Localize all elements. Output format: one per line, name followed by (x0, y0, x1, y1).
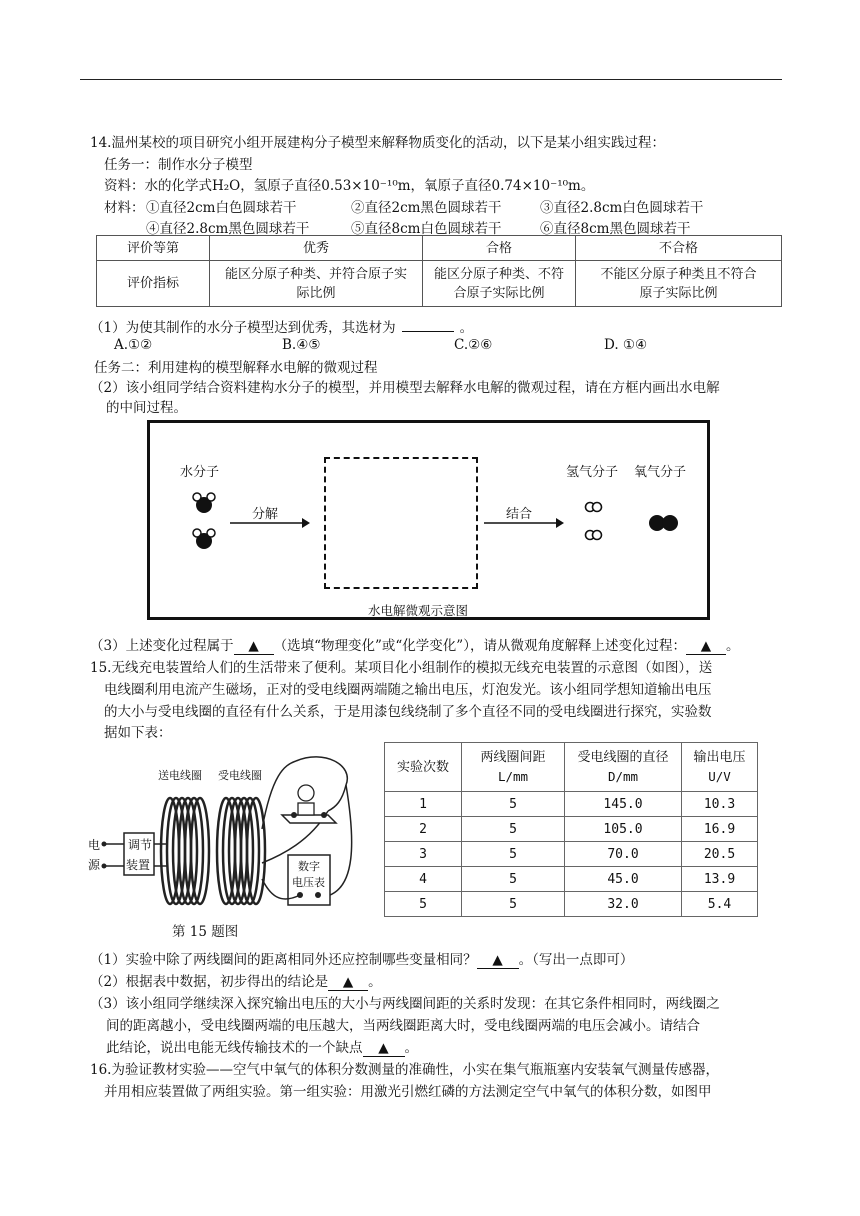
table-row: 1 5 145.0 10.3 (385, 792, 758, 817)
hydrogen-molecule-icon (584, 501, 604, 513)
table-cell: 能区分原子种类、并符合原子实 际比例 (210, 261, 423, 307)
material-3: ③直径2.8cm白色圆球若干 (540, 200, 704, 216)
adjust-label: 调节 (128, 838, 153, 852)
q15-sub1: （1）实验中除了两线圈间的距离相同外还应控制哪些变量相同？ ▲ 。（写出一点即可） (90, 952, 634, 968)
data-table (384, 742, 758, 917)
q16-line1: 16.为验证教材实验——空气中氧气的体积分数测量的准确性，小实在集气瓶瓶塞内安装氧气测量传感器， (90, 1062, 719, 1078)
answer-blank[interactable]: ▲ (686, 638, 726, 655)
answer-blank[interactable]: ▲ (363, 1040, 405, 1057)
q14-stem: 14.温州某校的项目研究小组开展建构分子模型来解释物质变化的活动，以下是某小组实践过程： (90, 135, 665, 151)
drawing-box[interactable] (324, 457, 478, 589)
material-4: ④直径2.8cm黑色圆球若干 (146, 221, 310, 237)
diagram-caption: 水电解微观示意图 (368, 603, 469, 618)
evaluation-table (96, 235, 782, 307)
answer-blank[interactable] (402, 331, 454, 332)
table-row: 2 5 105.0 16.9 (385, 817, 758, 842)
arrow-right-icon (484, 517, 564, 529)
meter-label: 电压表 (292, 876, 325, 889)
q15-line4: 据如下表： (104, 725, 172, 741)
recv-coil-label: 受电线圈 (218, 769, 262, 782)
q15-sub2: （2）根据表中数据，初步得出的结论是 ▲ 。 (90, 974, 382, 990)
table-header: 受电线圈的直径 D/mm (565, 743, 682, 792)
q15-line1: 15.无线充电装置给人们的生活带来了便利。某项目化小组制作的模拟无线充电装置的示意图（如图），送 (90, 660, 713, 676)
table-header: 不合格 (576, 236, 782, 261)
table-header: 实验次数 (385, 743, 462, 792)
table-row-label: 评价指标 (97, 261, 210, 307)
figure-caption: 第 15 题图 (172, 924, 239, 940)
q15-sub3-line2: 间的距离越小，受电线圈两端的电压越大，当两线圈距离大时，受电线圈两端的电压会减小。请结合 (106, 1018, 700, 1034)
electrolysis-diagram (147, 420, 710, 620)
table-header: 优秀 (210, 236, 423, 261)
power-label: 电 (88, 838, 101, 852)
answer-blank[interactable]: ▲ (234, 638, 274, 655)
q14-sub1: （1）为使其制作的水分子模型达到优秀，其选材为 。 (90, 320, 474, 336)
table-header: 合格 (423, 236, 576, 261)
q15-sub3-line3: 此结论，说出电能无线传输技术的一个缺点 ▲ 。 (106, 1040, 418, 1056)
q14-task2: 任务二：利用建构的模型解释水电解的微观过程 (94, 360, 378, 376)
water-molecule-label: 水分子 (180, 465, 220, 480)
header-rule (80, 79, 782, 80)
h2-label: 氢气分子 (566, 465, 619, 480)
table-row: 3 5 70.0 20.5 (385, 842, 758, 867)
table-cell: 不能区分原子种类且不符合 原子实际比例 (576, 261, 782, 307)
material-5: ⑤直径8cm白色圆球若干 (351, 221, 502, 237)
adjust-label: 装置 (126, 858, 151, 872)
table-header: 两线圈间距 L/mm (462, 743, 565, 792)
water-molecule-icon (192, 491, 216, 515)
q15-line2: 电线圈利用电流产生磁场，正对的受电线圈两端随之输出电压，灯泡发光。该小组同学想知道输出电压 (104, 682, 712, 698)
q14-material-info: 资料：水的化学式H₂O，氢原子直径0.53×10⁻¹⁰m，氧原子直径0.74×10⁻¹⁰m。 (104, 178, 595, 194)
option-b: B.④⑤ (282, 337, 321, 353)
decompose-label: 分解 (252, 507, 279, 522)
answer-blank[interactable]: ▲ (328, 974, 368, 991)
option-d: D. ①④ (604, 337, 648, 353)
q15-line3: 的大小与受电线圈的直径有什么关系，于是用漆包线绕制了多个直径不同的受电线圈进行探究，实验数 (104, 704, 712, 720)
q14-sub3: （3）上述变化过程属于 ▲ （选填“物理变化”或“化学变化”），请从微观角度解释上述变化过程： ▲ 。 (90, 638, 740, 654)
table-row: 4 5 45.0 13.9 (385, 867, 758, 892)
material-6: ⑥直径8cm黑色圆球若干 (540, 221, 691, 237)
arrow-right-icon (230, 517, 310, 529)
hydrogen-molecule-icon (584, 529, 604, 541)
q14-materials-label: 材料： (104, 200, 145, 216)
answer-blank[interactable]: ▲ (477, 952, 519, 969)
q14-sub2-line2: 的中间过程。 (106, 400, 187, 416)
table-cell: 能区分原子种类、不符 合原子实际比例 (423, 261, 576, 307)
q14-task1: 任务一：制作水分子模型 (104, 157, 253, 173)
combine-label: 结合 (506, 507, 533, 522)
table-header: 评价等第 (97, 236, 210, 261)
table-row: 5 5 32.0 5.4 (385, 892, 758, 917)
o2-label: 氧气分子 (634, 465, 687, 480)
material-2: ②直径2cm黑色圆球若干 (351, 200, 502, 216)
q14-sub2-line1: （2）该小组同学结合资料建构水分子的模型，并用模型去解释水电解的微观过程，请在方框内画出水电解 (90, 380, 720, 396)
power-label: 源 (88, 858, 101, 872)
send-coil-label: 送电线圈 (158, 769, 202, 782)
water-molecule-icon (192, 527, 216, 551)
q16-line2: 并用相应装置做了两组实验。第一组实验：用激光引燃红磷的方法测定空气中氧气的体积分数，如图甲 (104, 1084, 712, 1100)
meter-label: 数字 (298, 860, 320, 873)
oxygen-molecule-icon (648, 514, 680, 532)
option-c: C.②⑥ (454, 337, 493, 353)
table-header: 输出电压 U/V (682, 743, 758, 792)
material-1: ①直径2cm白色圆球若干 (146, 200, 297, 216)
option-a: A.①② (114, 337, 153, 353)
q15-sub3-line1: （3）该小组同学继续深入探究输出电压的大小与两线圈间距的关系时发现：在其它条件相同时，两线圈之 (90, 996, 720, 1012)
